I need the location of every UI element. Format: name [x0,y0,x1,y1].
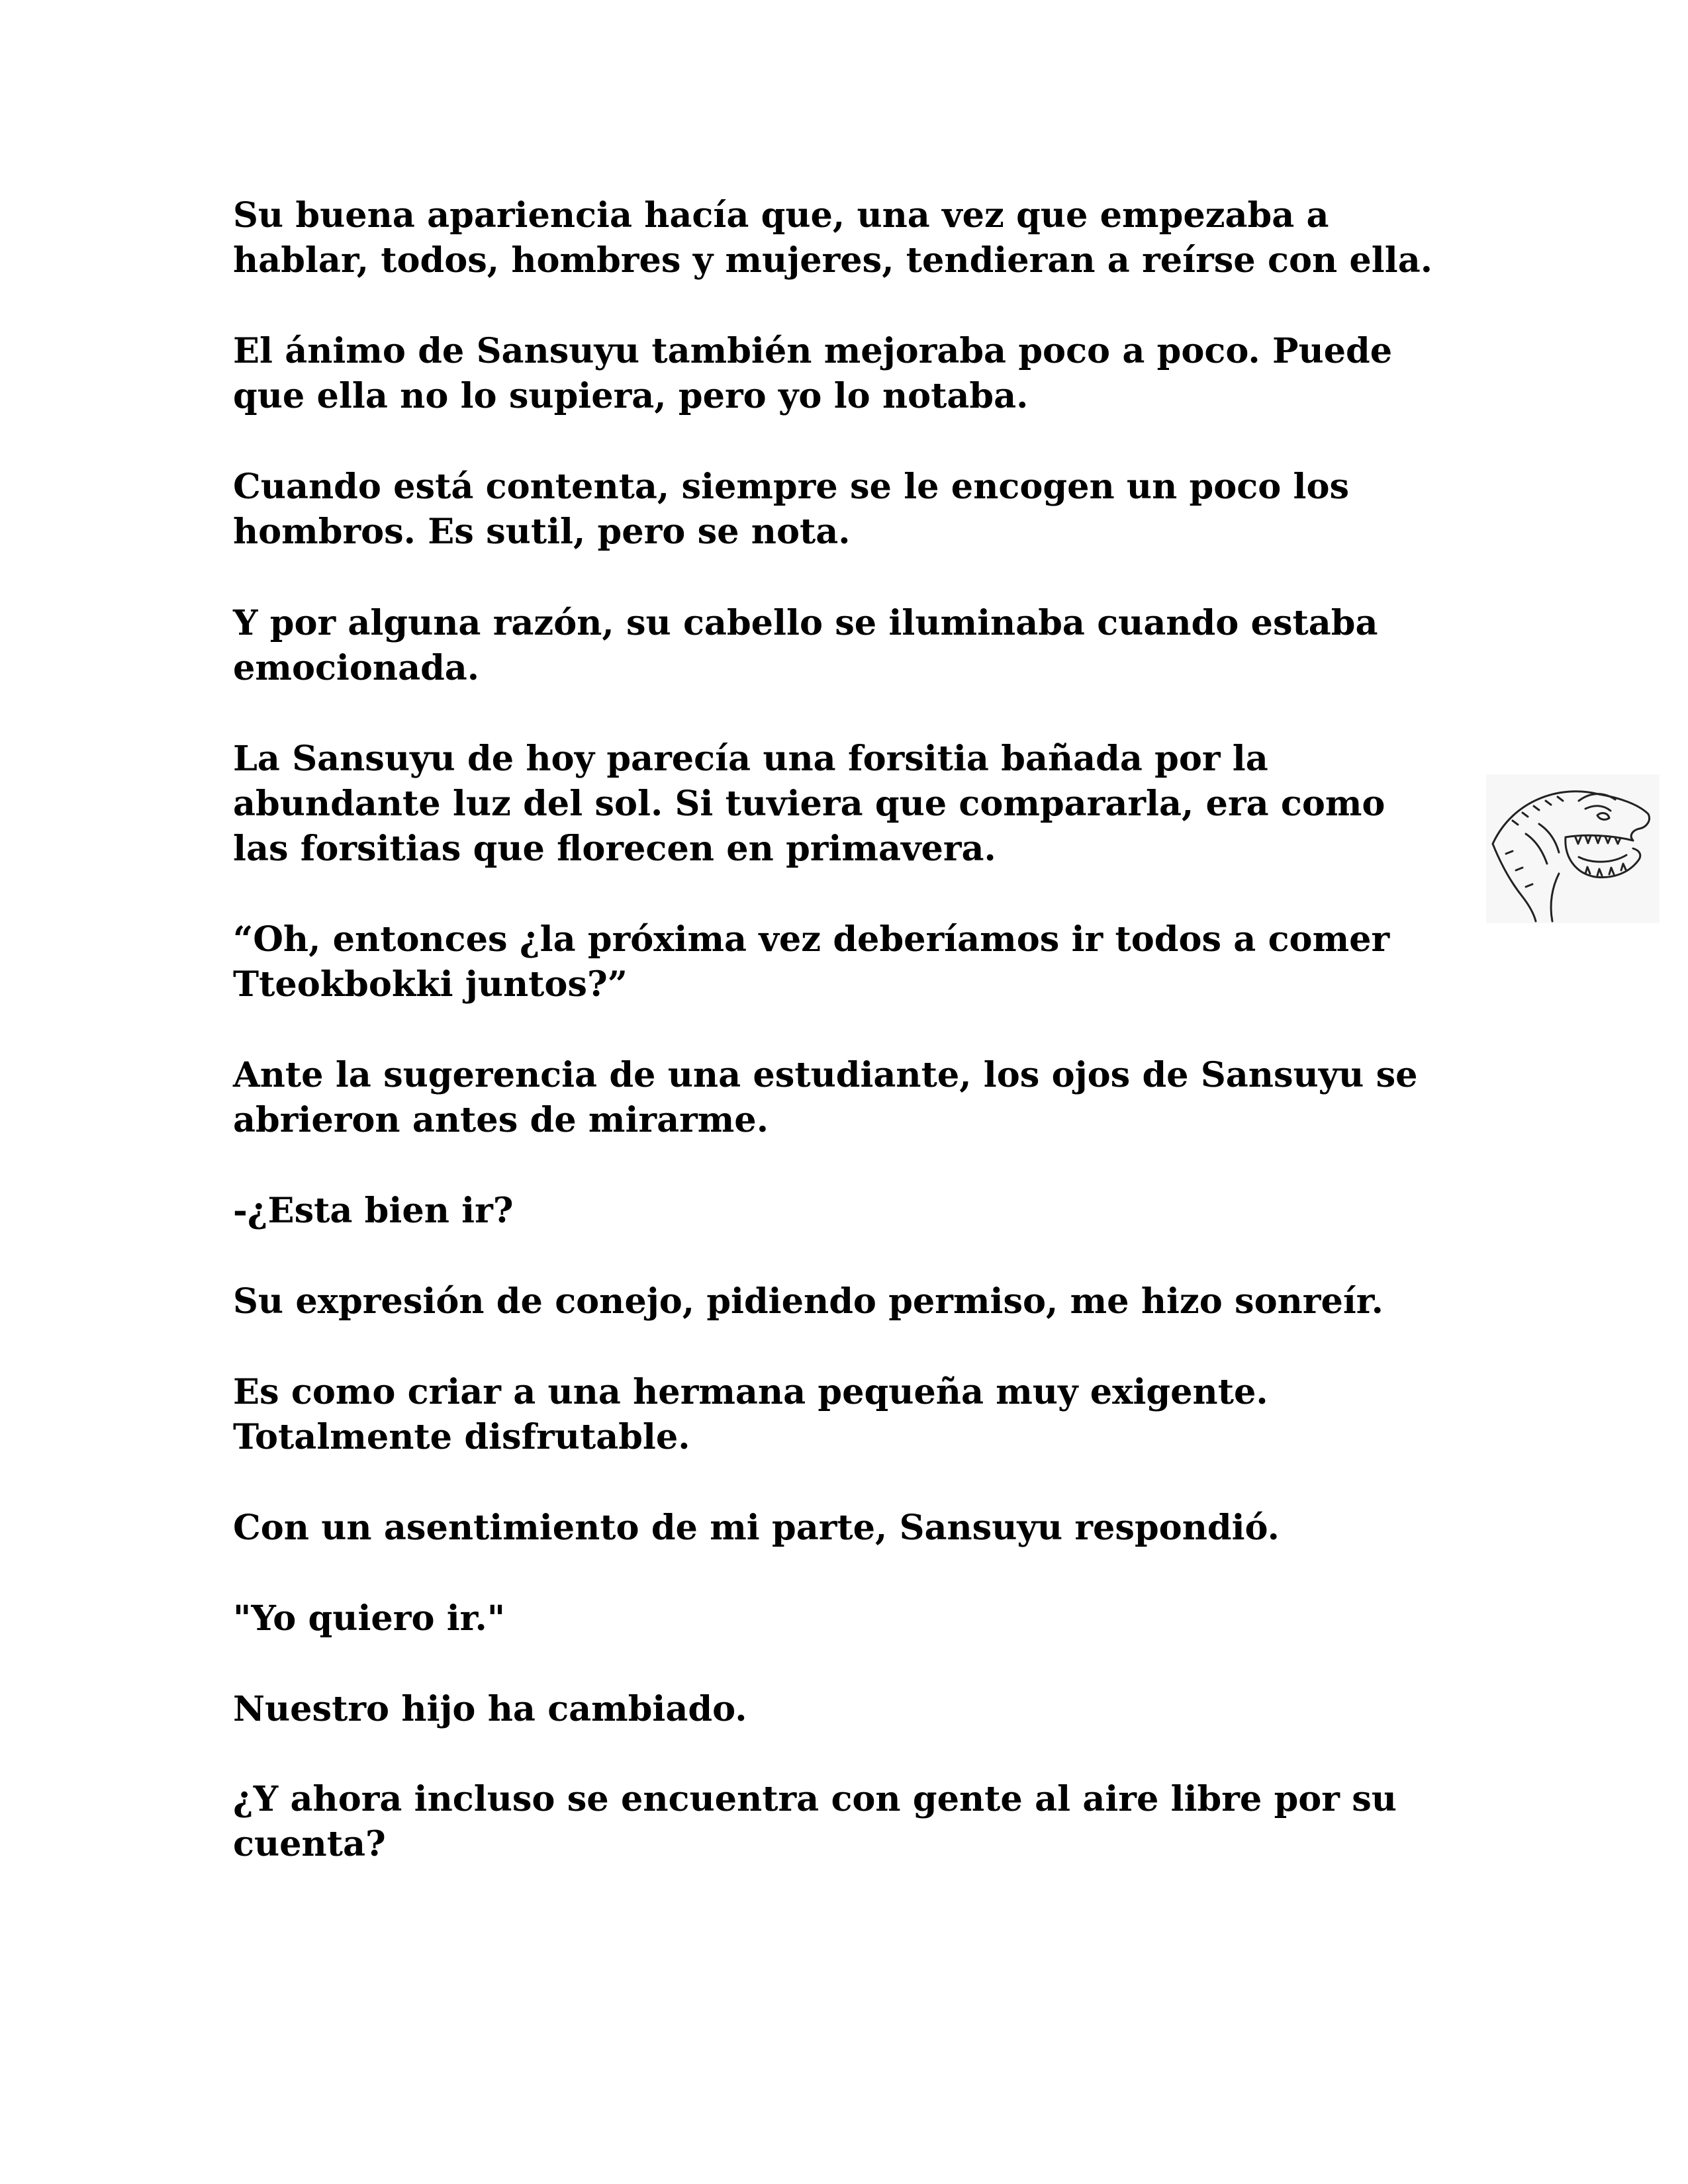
paragraph-5: La Sansuyu de hoy parecía una forsitia bañada por la abundante luz del sol. Si tuviera que compararla, era como las forsitias que florecen en primavera. [233,739,1385,869]
paragraph-8: -¿Esta bien ir? [233,1191,514,1231]
paragraph-12: "Yo quiero ir." [233,1598,506,1639]
paragraph-6: “Oh, entonces ¿la próxima vez deberíamos ir todos a comer Tteokbokki juntos?” [233,919,1390,1005]
paragraph-10: Es como criar a una hermana pequeña muy exigente. Totalmente disfrutable. [233,1372,1268,1457]
paragraph-1: Su buena apariencia hacía que, una vez que empezaba a hablar, todos, hombres y mujeres, tendieran a reírse con ella. [233,195,1432,281]
paragraph-3: Cuando está contenta, siempre se le encogen un poco los hombros. Es sutil, pero se nota. [233,467,1350,552]
paragraph-4: Y por alguna razón, su cabello se iluminaba cuando estaba emocionada. [233,603,1378,688]
dinosaur-head-sketch-icon [1486,774,1660,923]
paragraph-7: Ante la sugerencia de una estudiante, los ojos de Sansuyu se abrieron antes de mirarme. [233,1055,1418,1140]
paragraph-2: El ánimo de Sansuyu también mejoraba poco a poco. Puede que ella no lo supiera, pero yo lo notaba. [233,331,1393,416]
paragraph-11: Con un asentimiento de mi parte, Sansuyu respondió. [233,1508,1280,1548]
paragraph-14: ¿Y ahora incluso se encuentra con gente al aire libre por su cuenta? [233,1779,1397,1864]
paragraph-13: Nuestro hijo ha cambiado. [233,1689,747,1729]
paragraph-9: Su expresión de conejo, pidiendo permiso, me hizo sonreír. [233,1281,1383,1322]
